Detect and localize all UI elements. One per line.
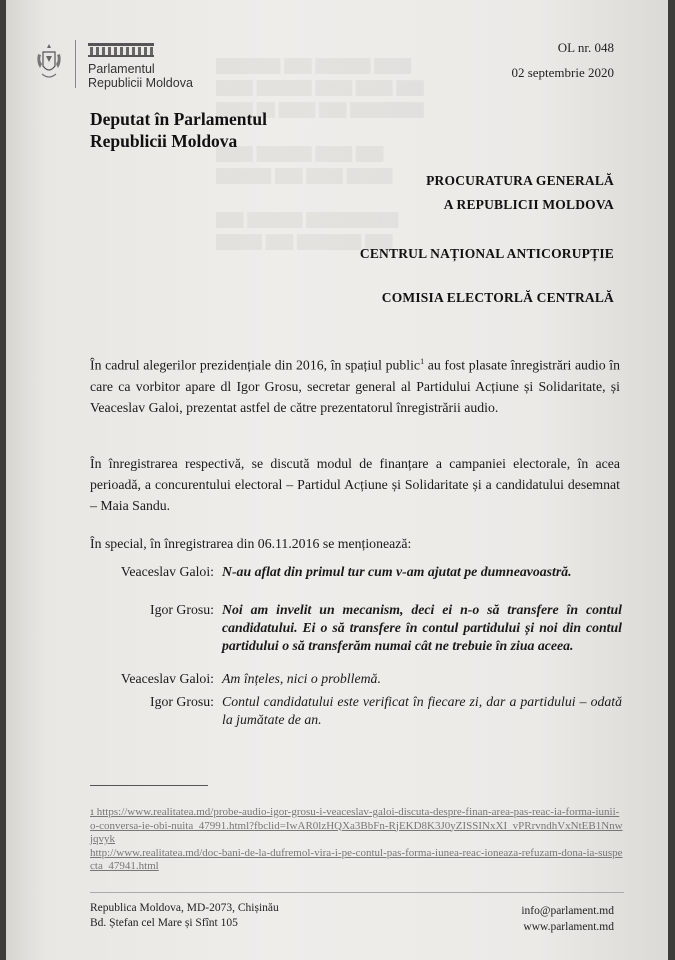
dialogue-line-2 <box>90 601 622 655</box>
dialogue-line-1 <box>90 563 622 581</box>
dialogue-quote: Noi am invelit un mecanism, deci ei n-o să transfere în contul candidatului. Ei o să transfere în contul partidului și noi din contul partidului o să transferăm numai cât ne trebuie în ziua aceea. <box>222 602 622 653</box>
footnote-separator <box>90 785 208 786</box>
dialogue-speaker: Veaceslav Galoi: <box>120 564 214 579</box>
sender-title-line1: Deputat în Parlamentul <box>90 109 267 129</box>
header-divider <box>75 40 76 88</box>
parliament-name-line2: Republicii Moldova <box>88 76 193 90</box>
parliament-name-line1: Parlamentul <box>88 62 155 76</box>
footer-address-line1: Republica Moldova, MD-2073, Chișinău <box>90 902 279 914</box>
sender-title <box>90 108 267 152</box>
body-paragraph-1 <box>90 351 620 418</box>
dialogue-quote: N-au aflat din primul tur cum v-am ajutat pe dumneavoastră. <box>222 564 572 579</box>
dialogue-speaker: Veaceslav Galoi: <box>120 671 214 686</box>
dialogue-speaker: Igor Grosu: <box>150 694 214 709</box>
parliament-name <box>88 62 193 90</box>
addressee-prosecutor-line2: A REPUBLICII MOLDOVA <box>443 197 614 212</box>
footnote-link-1[interactable]: https://www.realitatea.md/probe-audio-igor-grosu-i-veaceslav-galoi-discuta-despre-finan-area-pas-reac-ia-forma-iunii-o-conversa-ie-obi-nuita_47991.html?fbclid=IwAR0lzHQXa3BbFn-RjEKD8K3J0yZISSINxXI_vPRrvndhVxNtEB1Nnwjqvyk <box>90 806 623 845</box>
dialogue-quote: Am înțeles, nici o probllemă. <box>222 671 381 686</box>
body-paragraph-2: În înregistrarea respectivă, se discută modul de finanțare a campaniei electorale, în acea perioadă, a concurentului electoral – Partidul Acțiune și Solidaritate și a candidatului desemnat – Maia Sandu. <box>90 456 620 513</box>
reference-number: OL nr. 048 <box>557 40 614 55</box>
footer-divider <box>90 892 624 893</box>
sender-title-line2: Republicii Moldova <box>90 131 238 151</box>
body-paragraph-3: În special, în înregistrarea din 06.11.2016 se menționează: <box>90 536 412 551</box>
footer-contact <box>521 903 614 935</box>
addressee-prosecutor-line1: PROCURATURA GENERALĂ <box>426 173 614 188</box>
body-paragraph-1-end: au fost plasate înregistrări audio în care ca vorbitor apare dl Igor Grosu, secretar general al Partidului Acțiune și Solidaritate, și Veaceslav Galoi, prezentat astfel de către prezentatorul înregistrării audio. <box>90 357 620 415</box>
footnote-link-2[interactable]: http://www.realitatea.md/doc-bani-de-la-dufremol-vira-i-pe-contul-pas-forma-iunea-reac-ioneaza-refuzam-dona-ia-suspecta_47941.html <box>90 846 623 872</box>
dialogue-speaker: Igor Grosu: <box>150 602 214 617</box>
dialogue-quote: Contul candidatului este verificat în fiecare zi, dar a partidului – odată la jumătate de an. <box>222 694 622 727</box>
show-through-text: ███████ ███ ██████ ████ ████ ██████ ████ ████ ███ ████ ██ ████ ███ ████████ ████ ██████ ████ ███ ██████ ███ ████ █████ ███ ██████ ██████████ █████ ███ ███████ ███ <box>216 58 424 249</box>
addressee-anticorruption: CENTRUL NAȚIONAL ANTICORUPȚIE <box>359 246 614 261</box>
footnote-reference: 1 <box>420 357 425 366</box>
dialogue-line-3 <box>90 670 622 688</box>
body-paragraph-1-start: În cadrul alegerilor prezidențiale din 2016, în spațiul public <box>90 357 421 373</box>
footnote-number: 1 <box>90 808 94 817</box>
footer-address <box>90 901 279 931</box>
parliament-building-icon <box>88 43 154 57</box>
dialogue-line-4 <box>90 693 622 729</box>
footer-website[interactable]: www.parlament.md <box>523 921 614 933</box>
addressee-electoral-commission: COMISIA ELECTORLĂ CENTRALĂ <box>381 290 614 305</box>
footer-email[interactable]: info@parlament.md <box>521 905 614 917</box>
letter-page <box>6 0 668 960</box>
coat-of-arms-icon <box>34 42 64 82</box>
letter-date: 02 septembrie 2020 <box>511 65 614 80</box>
footer-address-line2: Bd. Ștefan cel Mare și Sfînt 105 <box>90 917 238 929</box>
footnote <box>90 806 624 874</box>
